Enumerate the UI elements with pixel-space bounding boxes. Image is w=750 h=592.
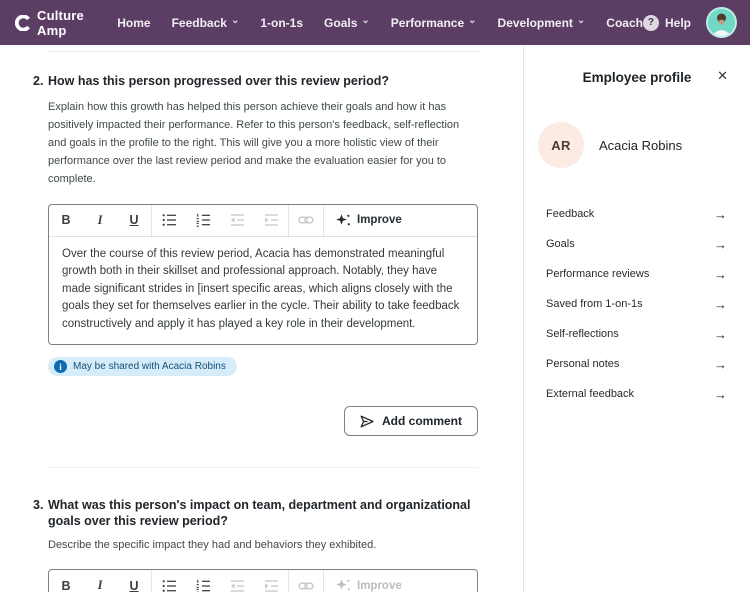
nav-item-coach[interactable]: Coach	[606, 15, 643, 30]
nav-item-home[interactable]: Home	[117, 15, 151, 30]
question-number: 3.	[33, 498, 44, 513]
close-icon[interactable]: ✕	[717, 68, 728, 83]
question-title: What was this person's impact on team, department and organizational goals over this review period?	[48, 498, 471, 528]
improve-ai-button[interactable]: Improve	[324, 205, 414, 236]
question-number: 2.	[33, 74, 44, 88]
sidebar-item-external-feedback[interactable]: External feedback →	[546, 386, 727, 402]
culture-amp-logo[interactable]	[15, 8, 90, 38]
help-button[interactable]: ? Help	[643, 15, 691, 31]
question-description: Explain how this growth has helped this person achieve their goals and how it has positively impacted their performance. Refer to this person's feedback, self-reflection and goals in the profile to the right. This will give you a more holistic view of their performance over the last review period and make the evaluation easier for you to complete.	[48, 100, 460, 185]
italic-button[interactable]: I	[83, 205, 117, 236]
arrow-right-icon: →	[714, 326, 727, 342]
user-avatar[interactable]	[706, 7, 737, 38]
link-button[interactable]	[289, 205, 323, 236]
editor-toolbar	[49, 570, 477, 592]
bullet-list-button[interactable]	[152, 205, 186, 236]
nav-item-development[interactable]: Development ⌄	[497, 15, 586, 30]
info-icon: i	[54, 360, 67, 373]
sidebar-item-goals[interactable]: Goals →	[546, 236, 727, 252]
underline-button[interactable]: U	[117, 205, 151, 236]
answer-textarea-q2[interactable]: Over the course of this review period, Acacia has demonstrated meaningful growth both in their skillset and professional approach. Notably, they have made significant strides in [insert specific areas, which aligns closely with the goals they set for themselves earlier in the cycle. Their ability to take feedback constructively and apply it has played a key role in their development.	[62, 247, 460, 330]
send-icon	[360, 415, 374, 428]
answer-editor-q3	[48, 569, 478, 592]
outdent-button[interactable]	[220, 205, 254, 236]
section-divider	[48, 467, 478, 468]
share-notice-text: May be shared with Acacia Robins	[73, 361, 226, 373]
arrow-right-icon: →	[714, 206, 727, 222]
sidebar-item-performance-reviews[interactable]: Performance reviews →	[546, 266, 727, 282]
question-3-section	[33, 498, 523, 592]
sidebar-item-self-reflections[interactable]: Self-reflections →	[546, 326, 727, 342]
nav-item-performance[interactable]: Performance ⌄	[390, 15, 477, 30]
nav-item-1-on-1s[interactable]: 1-on-1s	[260, 15, 304, 30]
employee-avatar: AR	[538, 122, 584, 168]
bullet-list-button[interactable]	[152, 570, 186, 592]
nav-item-feedback[interactable]: Feedback ⌄	[171, 15, 240, 30]
arrow-right-icon: →	[714, 236, 727, 252]
help-icon: ?	[643, 15, 659, 31]
nav-item-goals[interactable]: Goals ⌄	[324, 15, 370, 30]
add-comment-button[interactable]: Add comment	[344, 406, 478, 436]
indent-button[interactable]	[254, 570, 288, 592]
bold-button[interactable]: B	[49, 205, 83, 236]
employee-summary	[538, 122, 750, 168]
numbered-list-button[interactable]	[186, 570, 220, 592]
chevron-down-icon: ⌄	[230, 15, 240, 26]
bold-button[interactable]: B	[49, 570, 83, 592]
indent-button[interactable]	[254, 205, 288, 236]
profile-link-list	[524, 199, 750, 409]
share-notice-badge	[48, 357, 237, 376]
outdent-button[interactable]	[220, 570, 254, 592]
chevron-down-icon: ⌄	[576, 15, 586, 26]
sparkle-icon	[336, 578, 351, 592]
italic-button[interactable]: I	[83, 570, 117, 592]
panel-title: Employee profile	[582, 70, 692, 85]
sidebar-item-saved-from-1-on-1s[interactable]: Saved from 1-on-1s →	[546, 296, 727, 312]
link-button[interactable]	[289, 570, 323, 592]
arrow-right-icon: →	[714, 356, 727, 372]
chevron-down-icon: ⌄	[361, 15, 370, 26]
question-2-section	[33, 74, 523, 436]
chevron-down-icon: ⌄	[468, 15, 477, 26]
primary-nav	[117, 16, 643, 30]
arrow-right-icon: →	[714, 386, 727, 402]
numbered-list-button[interactable]	[186, 205, 220, 236]
sidebar-item-feedback[interactable]: Feedback →	[546, 206, 727, 222]
brand-name: Culture Amp	[37, 7, 84, 38]
employee-profile-panel	[523, 45, 750, 592]
underline-button[interactable]: U	[117, 570, 151, 592]
employee-name: Acacia Robins	[599, 137, 683, 153]
nav-right-group	[643, 7, 737, 38]
culture-amp-logo-icon	[15, 15, 31, 31]
question-description: Describe the specific impact they had and behaviors they exhibited.	[48, 539, 377, 552]
question-title: How has this person progressed over this review period?	[48, 74, 390, 88]
sparkle-icon	[336, 213, 351, 228]
arrow-right-icon: →	[714, 266, 727, 282]
answer-editor-q2	[48, 204, 478, 345]
top-navigation	[0, 0, 750, 45]
sidebar-item-personal-notes[interactable]: Personal notes →	[546, 356, 727, 372]
arrow-right-icon: →	[714, 296, 727, 312]
user-avatar-image	[708, 9, 735, 36]
improve-ai-button[interactable]: Improve	[324, 570, 414, 592]
section-divider	[48, 51, 480, 52]
review-form	[0, 45, 523, 592]
editor-toolbar	[49, 205, 477, 237]
